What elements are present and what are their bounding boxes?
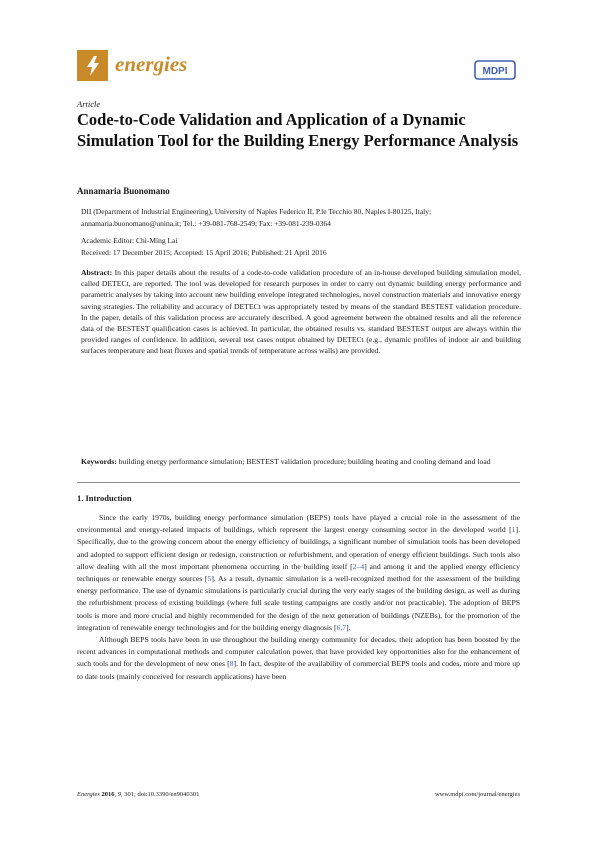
footer-citation: Energies 2016, 9, 301; doi:10.3390/en9040301	[77, 791, 200, 798]
citation-link[interactable]: 1	[511, 525, 516, 535]
publication-dates: Received: 17 December 2015; Accepted: 15 April 2016; Published: 21 April 2016	[81, 248, 327, 257]
academic-editor: Academic Editor: Chi-Ming Lai	[81, 236, 178, 245]
abstract-label: Abstract:	[81, 268, 113, 277]
citation-link[interactable]: 8	[229, 659, 234, 669]
paragraph: Although BEPS tools have been in use throughout the building energy community for decades, their adoption has been boosted by the recent advances in computational methods and computer calculation power, that have provided key opportunities also for the enhancement of such tools and for the development of new ones [8]. In fact, despite of the availability of commercial BEPS tools and codes, more and more up to date tools (mainly conceived for research applications) have been	[77, 635, 520, 681]
citation-link[interactable]: 2–4	[352, 561, 365, 571]
section-divider	[77, 482, 520, 483]
keywords-text: building energy performance simulation; BESTEST validation procedure; building heating and cooling demand and load	[118, 457, 491, 466]
mdpi-logo	[474, 60, 516, 80]
abstract	[81, 267, 521, 357]
citation-link[interactable]: 5	[207, 574, 212, 584]
author-name: Annamaria Buonomano	[77, 186, 170, 196]
paragraph: Since the early 1970s, building energy performance simulation (BEPS) tools have played a crucial role in the assessment of the environmental and energy-related impacts of buildings, which represent the largest energy consuming sector in the developed world [1]. Specifically, due to the growing concern about the energy efficiency of buildings, a significant number of simulation tools has been developed and adopted to support efficient design or redesign, construction or refurbishment, and operation of energy efficient buildings. Such tools also allow dealing with all the most important phenomena occurring in the building itself [2–4] and among it and the applied energy efficiency techniques or renewable energy sources [5]. As a result, dynamic simulation is a well-recognized method for the assessment of the building energy performance. The use of dynamic simulations is particularly crucial during the very early stages of the building design, as well as during the refurbishment process of existing buildings (where full scale testing campaigns are costly and/or not practicable). The adoption of BEPS tools is more and more crucial and highly recommended for the design of the next generation of buildings (NZEBs), for the promotion of the integration of renewable energy technologies and for the building energy diagnosis [6,7].	[77, 513, 521, 632]
article-title: Code-to-Code Validation and Application of a Dynamic Simulation Tool for the Building Energy Performance Analysis	[77, 110, 519, 150]
keywords-label: Keywords:	[81, 457, 117, 466]
lightning-bolt-icon	[83, 55, 103, 77]
journal-name: energies	[115, 52, 188, 76]
abstract-text: In this paper details about the results of a code-to-code validation procedure of an in-house developed building simulation model, called DETECt, are reported. The tool was developed for research purposes in order to carry out dynamic building energy performance and parametric analyses by taking into account new building envelope integrated technologies, novel construction materials and innovative energy saving strategies. The reliability and accuracy of DETECt was appropriately tested by means of the standard BESTEST validation procedure. In the paper, details of this validation process are accurately described. A good agreement between the obtained results and all the reference data of the BESTEST qualification cases is achieved. In particular, the obtained results vs. standard BESTEST output are always within the provided ranges of confidence. In addition, several test cases output obtained by DETECt (e.g., dynamic profiles of indoor air and building surfaces temperature and heat fluxes and spatial trends of temperature across walls) are provided.	[81, 268, 521, 356]
keywords	[81, 456, 521, 467]
footer-journal-url[interactable]: www.mdpi.com/journal/energies	[434, 791, 520, 798]
introduction-body	[77, 512, 520, 683]
citation-link[interactable]: 6,7	[336, 622, 347, 632]
mdpi-logo-text: MDPI	[482, 66, 508, 77]
journal-logo	[77, 50, 108, 81]
article-type-label: Article	[77, 99, 101, 109]
author-affiliation: DII (Department of Industrial Engineering), University of Naples Federico II, P.le Tecchio 80, Naples I-80125, Italy; annamaria.buonomano@unina.it; Tel.: +39-081-768-2549; Fax: +39-081-239-0364	[81, 207, 432, 228]
section-title-introduction: 1. Introduction	[77, 493, 132, 503]
